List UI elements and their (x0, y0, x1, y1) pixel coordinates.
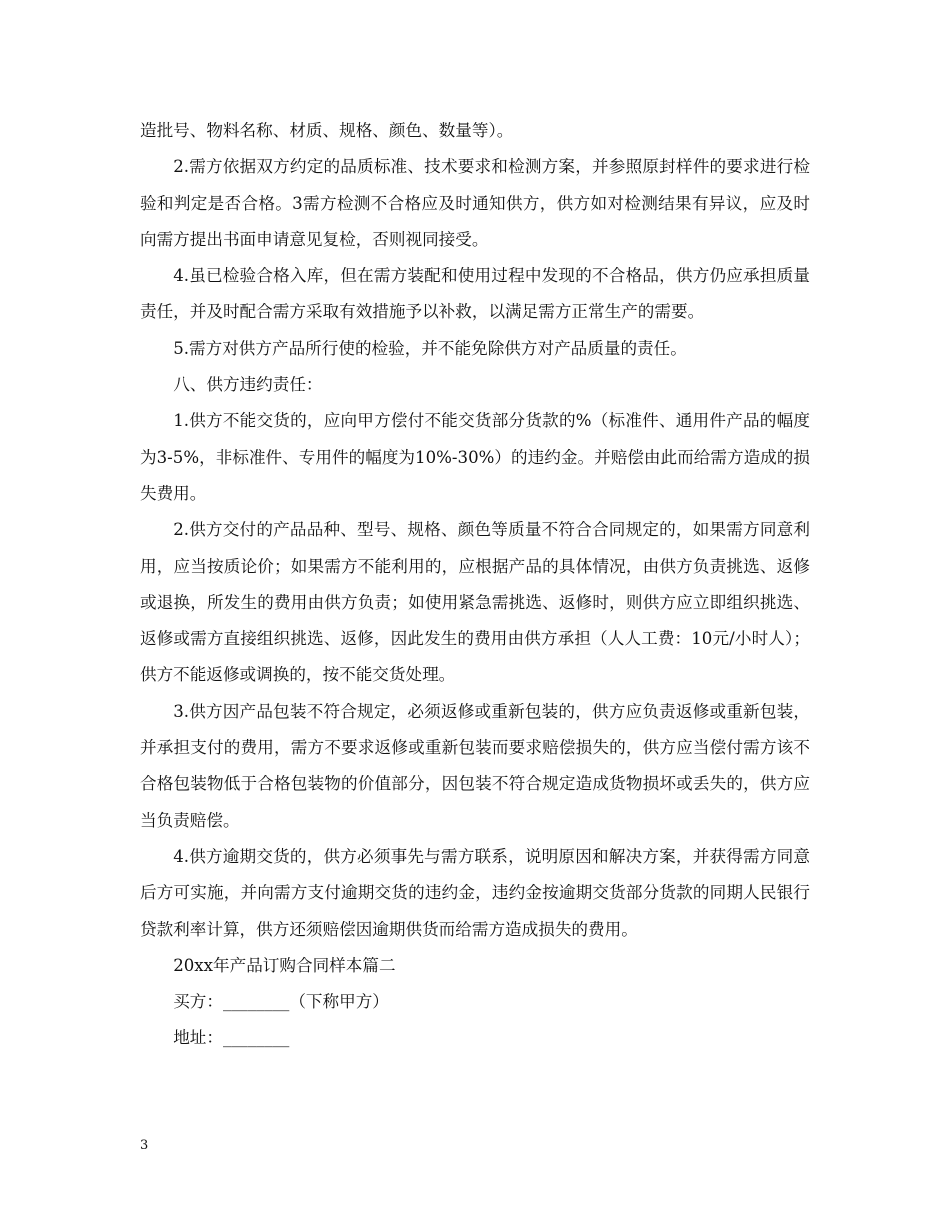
buyer-line: 买方：________（下称甲方） (173, 992, 389, 1012)
paragraph-liability-clause-1: 1.供方不能交货的，应向甲方偿付不能交货部分货款的%（标准件、通用件产品的幅度为3-5%，非标准件、专用件的幅度为10%-30%）的违约金。并赔偿由此而给需方造成的损失费用。 (140, 411, 810, 503)
paragraph-inspection-clause-2: 2.需方依据双方约定的品质标准、技术要求和检测方案，并参照原封样件的要求进行检验和判定是否合格。3需方检测不合格应及时通知供方，供方如对检测结果有异议，应及时向需方提出书面申请意见复检，否则视同接受。 (140, 157, 810, 249)
address-line: 地址：________ (173, 1028, 290, 1048)
paragraph-liability-clause-2: 2.供方交付的产品品种、型号、规格、颜色等质量不符合合同规定的，如果需方同意利用，应当按质论价；如果需方不能利用的，应根据产品的具体情况，由供方负责挑选、返修或退换，所发生的费用由供方负责；如使用紧急需挑选、返修时，则供方应立即组织挑选、返修或需方直接组织挑选、返修，因此发生的费用由供方承担（人人工费：10元/小时人）；供方不能返修或调换的，按不能交货处理。 (140, 520, 810, 685)
section-heading-liability: 八、供方违约责任： (173, 375, 323, 395)
page-number: 3 (140, 1138, 149, 1153)
paragraph-inspection-clause-4: 4.虽已检验合格入库，但在需方装配和使用过程中发现的不合格品，供方仍应承担质量责任，并及时配合需方采取有效措施予以补救，以满足需方正常生产的需要。 (140, 266, 810, 322)
contract-sample-title: 20xx年产品订购合同样本篇二 (173, 955, 396, 975)
paragraph-liability-clause-4: 4.供方逾期交货的，供方必须事先与需方联系，说明原因和解决方案，并获得需方同意后方可实施，并向需方支付逾期交货的违约金，违约金按逾期交货部分货款的同期人民银行贷款利率计算，供方还须赔偿因逾期供货而给需方造成损失的费用。 (140, 846, 810, 939)
paragraph-material-info: 造批号、物料名称、材质、规格、颜色、数量等）。 (140, 121, 514, 140)
paragraph-liability-clause-3: 3.供方因产品包装不符合规定，必须返修或重新包装的，供方应负责返修或重新包装，并承担支付的费用，需方不要求返修或重新包装而要求赔偿损失的，供方应当偿付需方该不合格包装物低于合格包装物的价值部分，因包装不符合规定造成货物损坏或丢失的，供方应当负责赔偿。 (140, 701, 810, 830)
paragraph-inspection-clause-5: 5.需方对供方产品所行使的检验，并不能免除供方对产品质量的责任。 (173, 338, 687, 358)
document-body (140, 113, 810, 1057)
